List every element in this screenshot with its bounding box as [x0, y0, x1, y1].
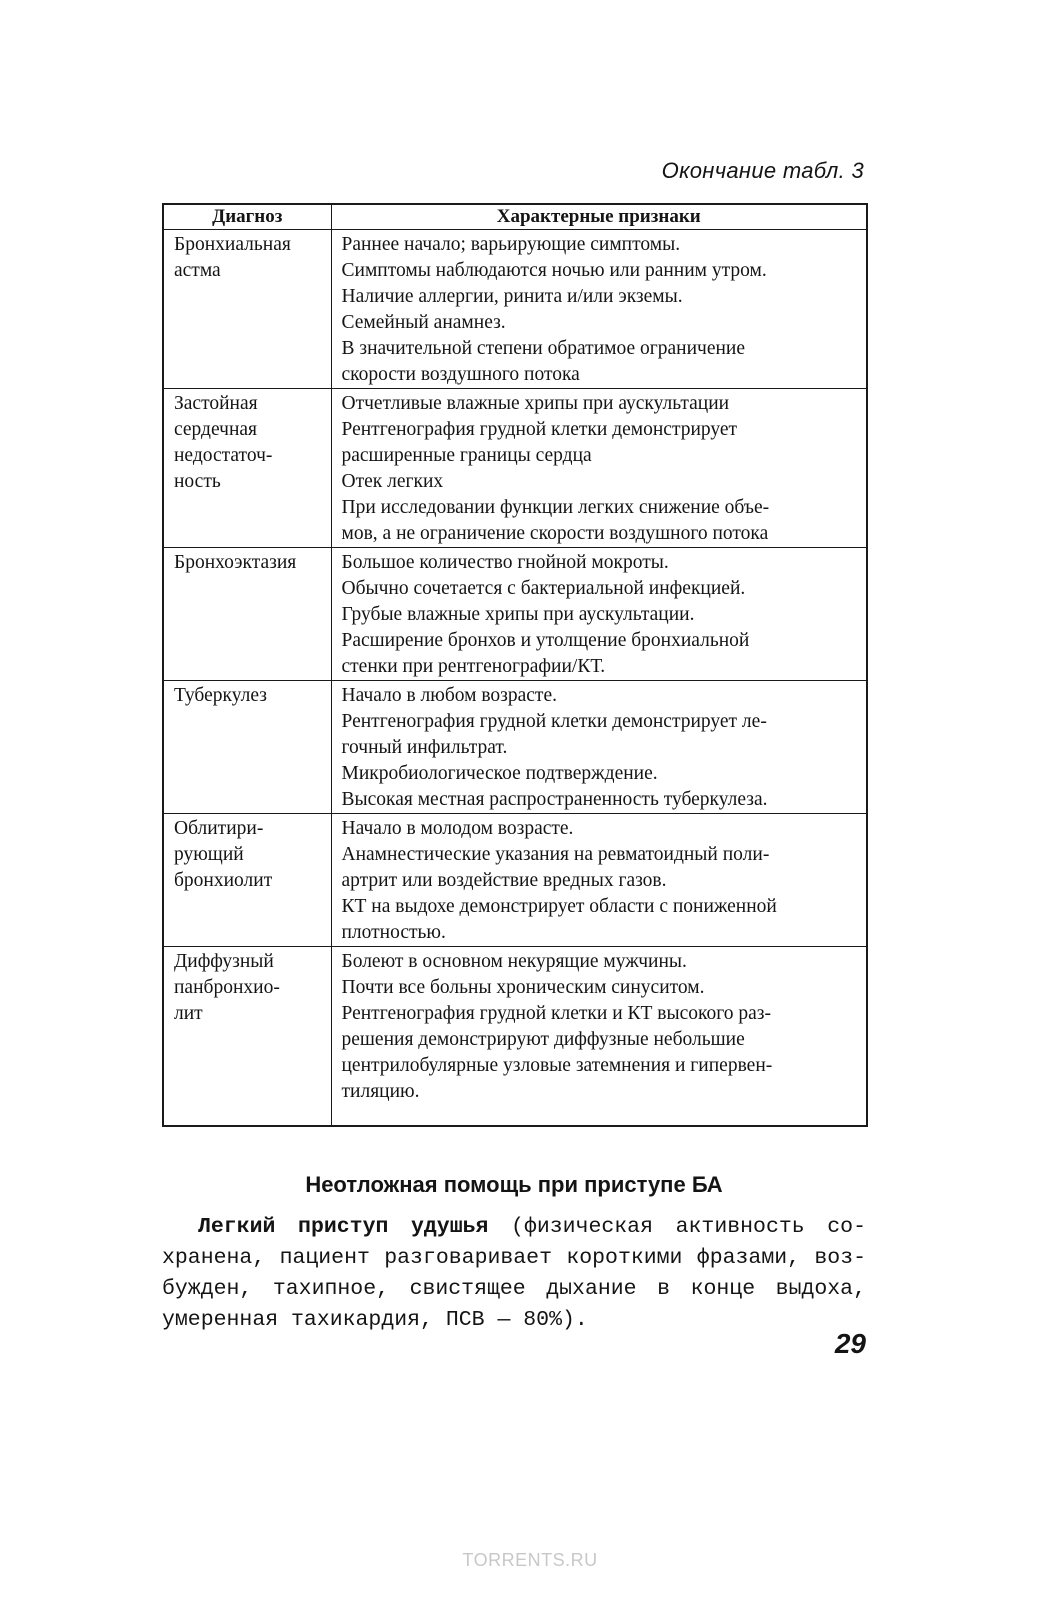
- sign-line: Начало в молодом возрасте.: [341, 818, 574, 839]
- sign-line: Семейный анамнез.: [341, 312, 506, 333]
- diagnosis-line: лит: [174, 1003, 203, 1024]
- sign-line: тиляцию.: [341, 1081, 420, 1102]
- diagnosis-cell: [163, 230, 331, 389]
- page-number: 29: [834, 1328, 866, 1359]
- diagnosis-cell: [163, 681, 331, 814]
- table-row: [163, 681, 867, 814]
- sign-line: Расширение бронхов и утолщение бронхиальной: [341, 630, 750, 651]
- sign-line: Болеют в основном некурящие мужчины.: [341, 951, 687, 972]
- signs-cell: [331, 814, 867, 947]
- diagnosis-cell: [163, 548, 331, 681]
- sign-line: решения демонстрируют диффузные небольшие: [341, 1029, 745, 1050]
- table-row: [163, 548, 867, 681]
- sign-line: В значительной степени обратимое ограничение: [341, 338, 746, 359]
- diagnosis-line: Облитири-: [174, 818, 264, 839]
- diagnosis-line: Застойная: [174, 393, 258, 414]
- sign-line: Микробиологическое подтверждение.: [341, 763, 658, 784]
- table-row: [163, 947, 867, 1127]
- diagnosis-cell: [163, 814, 331, 947]
- sign-line: Большое количество гнойной мокроты.: [341, 552, 669, 573]
- diagnosis-line: Туберкулез: [174, 685, 267, 706]
- sign-line: артрит или воздействие вредных газов.: [341, 870, 667, 891]
- sign-line: Почти все больны хроническим синуситом.: [341, 977, 705, 998]
- table-body: [163, 230, 867, 1127]
- sign-line: Высокая местная распространенность туберкулеза.: [341, 789, 768, 810]
- diagnosis-line: бронхиолит: [174, 870, 273, 891]
- sign-line: Обычно сочетается с бактериальной инфекцией.: [341, 578, 746, 599]
- signs-cell: [331, 548, 867, 681]
- body-paragraph: [162, 1212, 866, 1336]
- sign-line: Начало в любом возрасте.: [341, 685, 557, 706]
- table-row: [163, 389, 867, 548]
- sign-line: стенки при рентгенографии/КТ.: [341, 656, 606, 677]
- signs-cell: [331, 389, 867, 548]
- section-heading: Неотложная помощь при приступе БА: [305, 1172, 723, 1197]
- signs-cell: [331, 230, 867, 389]
- paragraph-bold-lead: Легкий приступ удушья: [198, 1215, 489, 1239]
- table-row: [163, 230, 867, 389]
- diagnosis-line: ность: [174, 471, 221, 492]
- diagnosis-table: [162, 203, 868, 1127]
- watermark: TORRENTS.RU: [462, 1550, 598, 1570]
- diagnosis-line: сердечная: [174, 419, 257, 440]
- sign-line: Симптомы наблюдаются ночью или ранним утром.: [341, 260, 767, 281]
- table-row: [163, 814, 867, 947]
- sign-line: Грубые влажные хрипы при аускультации.: [341, 604, 695, 625]
- diagnosis-line: Диффузный: [174, 951, 274, 972]
- sign-line: Рентгенография грудной клетки демонстрирует ле-: [341, 711, 767, 732]
- diagnosis-line: Бронхоэктазия: [174, 552, 297, 573]
- sign-line: Отчетливые влажные хрипы при аускультации: [341, 393, 730, 414]
- paragraph-line: бужден, тахипное, свистящее дыхание в конце выдоха,: [162, 1277, 866, 1301]
- diagnosis-line: астма: [174, 260, 221, 281]
- diagnosis-line: Бронхиальная: [174, 234, 291, 255]
- sign-line: Рентгенография грудной клетки и КТ высокого раз-: [341, 1003, 771, 1024]
- paragraph-line: хранена, пациент разговаривает короткими фразами, воз-: [162, 1246, 866, 1270]
- sign-line: скорости воздушного потока: [341, 364, 580, 385]
- sign-line: КТ на выдохе демонстрирует области с пониженной: [341, 896, 777, 917]
- sign-line: плотностью.: [341, 922, 446, 943]
- header-diagnosis: Диагноз: [163, 204, 331, 230]
- sign-line: расширенные границы сердца: [341, 445, 592, 466]
- diagnosis-line: рующий: [174, 844, 244, 865]
- diagnosis-line: недостаточ-: [174, 445, 273, 466]
- sign-line: Анамнестические указания на ревматоидный поли-: [341, 844, 770, 865]
- sign-line: центрилобулярные узловые затемнения и гипервен-: [341, 1055, 773, 1076]
- table-caption: Окончание табл. 3: [661, 158, 864, 183]
- signs-cell: [331, 947, 867, 1127]
- paragraph-line: умеренная тахикардия, ПСВ — 80%).: [162, 1308, 588, 1332]
- sign-line: Раннее начало; варьирующие симптомы.: [341, 234, 681, 255]
- diagnosis-line: панбронхио-: [174, 977, 280, 998]
- paragraph-line-1: [162, 1212, 866, 1243]
- diagnosis-cell: [163, 947, 331, 1127]
- header-signs: Характерные признаки: [331, 204, 867, 230]
- sign-line: мов, а не ограничение скорости воздушного потока: [341, 523, 769, 544]
- table-header-row: [163, 204, 867, 230]
- sign-line: Наличие аллергии, ринита и/или экземы.: [341, 286, 683, 307]
- sign-line: Рентгенография грудной клетки демонстрирует: [341, 419, 738, 440]
- paragraph-line-1-rest: (физическая активность со-: [488, 1215, 866, 1239]
- diagnosis-cell: [163, 389, 331, 548]
- sign-line: Отек легких: [341, 471, 444, 492]
- sign-line: При исследовании функции легких снижение объе-: [341, 497, 770, 518]
- sign-line: гочный инфильтрат.: [341, 737, 508, 758]
- signs-cell: [331, 681, 867, 814]
